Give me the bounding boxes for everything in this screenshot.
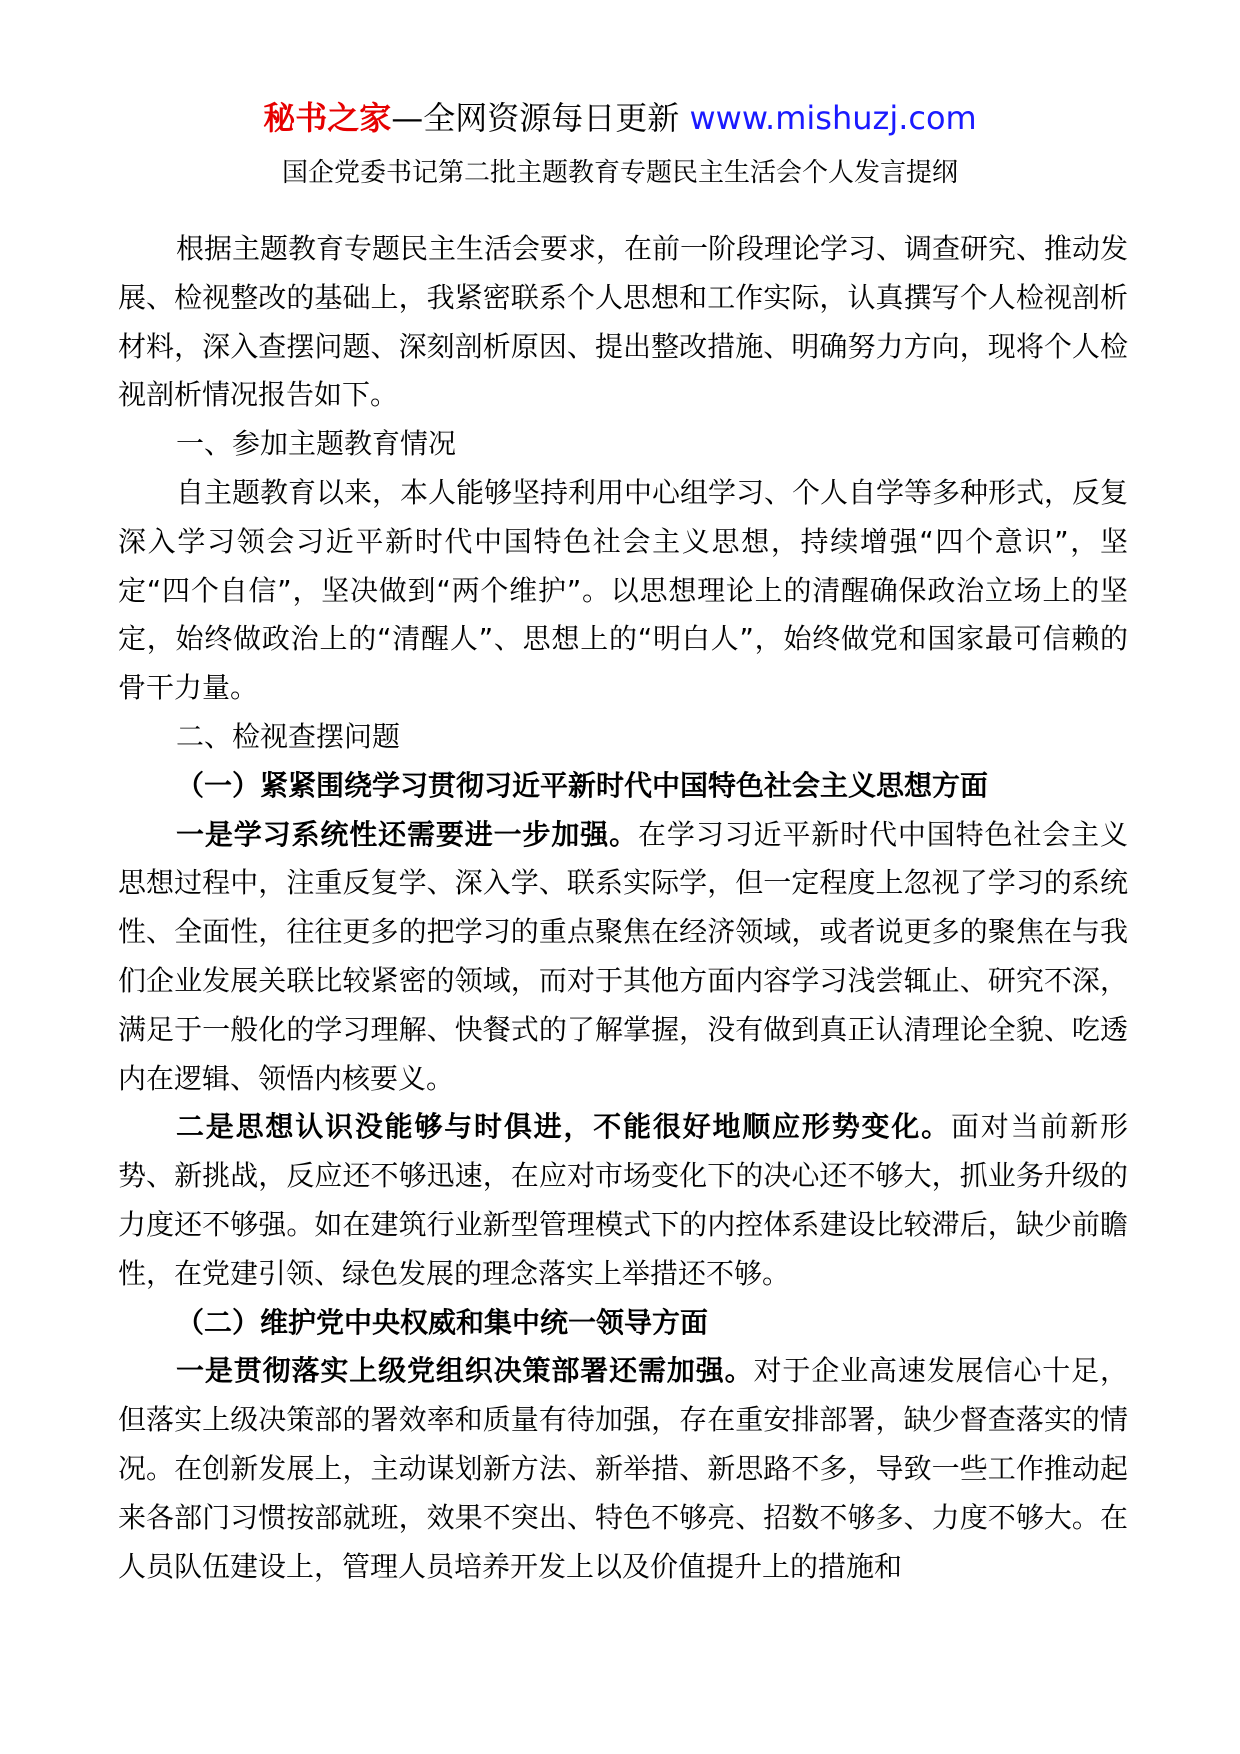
section-heading-2: 二、检视查摆问题 — [176, 719, 401, 753]
site-banner — [0, 96, 1240, 140]
section-heading-1: 一、参加主题教育情况 — [176, 427, 457, 461]
item-text: 面对当前新形势、新挑战，反应还不够迅速，在应对市场变化下的决心还不够大，抓业务升级的力度还不够强。如在建筑行业新型管理模式下的内控体系建设比较滞后，缺少前瞻性，在党建引领、绿色发展的理念落实上举措还不够。 — [118, 1110, 1128, 1290]
item-lead: 一是贯彻落实上级党组织决策部署还需加强。 — [176, 1354, 754, 1388]
item-lead: 一是学习系统性还需要进一步加强。 — [176, 817, 638, 851]
item-text: 对于企业高速发展信心十足，但落实上级决策部的署效率和质量有待加强，存在重安排部署，缺少督查落实的情况。在创新发展上，主动谋划新方法、新举措、新思路不多，导致一些工作推动起来各部门习惯按部就班，效果不突出、特色不够亮、招数不够多、力度不够大。在人员队伍建设上，管理人员培养开发上以及价值提升上的措施和 — [118, 1354, 1128, 1583]
paragraph-section-1: 自主题教育以来，本人能够坚持利用中心组学习、个人自学等多种形式，反复深入学习领会习近平新时代中国特色社会主义思想，持续增强“四个意识”，坚定“四个自信”，坚决做到“两个维护”。以思想理论上的清醒确保政治立场上的坚定，始终做政治上的“清醒人”、思想上的“明白人”，始终做党和国家最可信赖的骨干力量。 — [118, 475, 1129, 705]
paragraph-item-3 — [118, 1347, 1128, 1591]
subsection-heading-1: （一）紧紧围绕学习贯彻习近平新时代中国特色社会主义思想方面 — [176, 768, 989, 802]
document-body — [118, 225, 1128, 1591]
banner-url[interactable]: www.mishuzj.com — [689, 99, 977, 137]
paragraph-item-1 — [118, 811, 1128, 1104]
subsection-heading-2: （二）维护党中央权威和集中统一领导方面 — [176, 1305, 709, 1339]
banner-slogan: —全网资源每日更新 — [391, 99, 680, 137]
item-lead: 二是思想认识没能够与时俱进，不能很好地顺应形势变化。 — [176, 1110, 951, 1144]
item-text: 在学习习近平新时代中国特色社会主义思想过程中，注重反复学、深入学、联系实际学，但一定程度上忽视了学习的系统性、全面性，往往更多的把学习的重点聚焦在经济领域，或者说更多的聚焦在与我们企业发展关联比较紧密的领域，而对于其他方面内容学习浅尝辄止、研究不深，满足于一般化的学习理解、快餐式的了解掌握，没有做到真正认清理论全貌、吃透内在逻辑、领悟内核要义。 — [118, 817, 1128, 1095]
banner-brand: 秘书之家 — [263, 99, 392, 137]
document-title: 国企党委书记第二批主题教育专题民主生活会个人发言提纲 — [281, 158, 958, 188]
paragraph-intro: 根据主题教育专题民主生活会要求，在前一阶段理论学习、调查研究、推动发展、检视整改的基础上，我紧密联系个人思想和工作实际，认真撰写个人检视剖析材料，深入查摆问题、深刻剖析原因、提出整改措施、明确努力方向，现将个人检视剖析情况报告如下。 — [118, 232, 1129, 412]
paragraph-item-2 — [118, 1103, 1128, 1298]
